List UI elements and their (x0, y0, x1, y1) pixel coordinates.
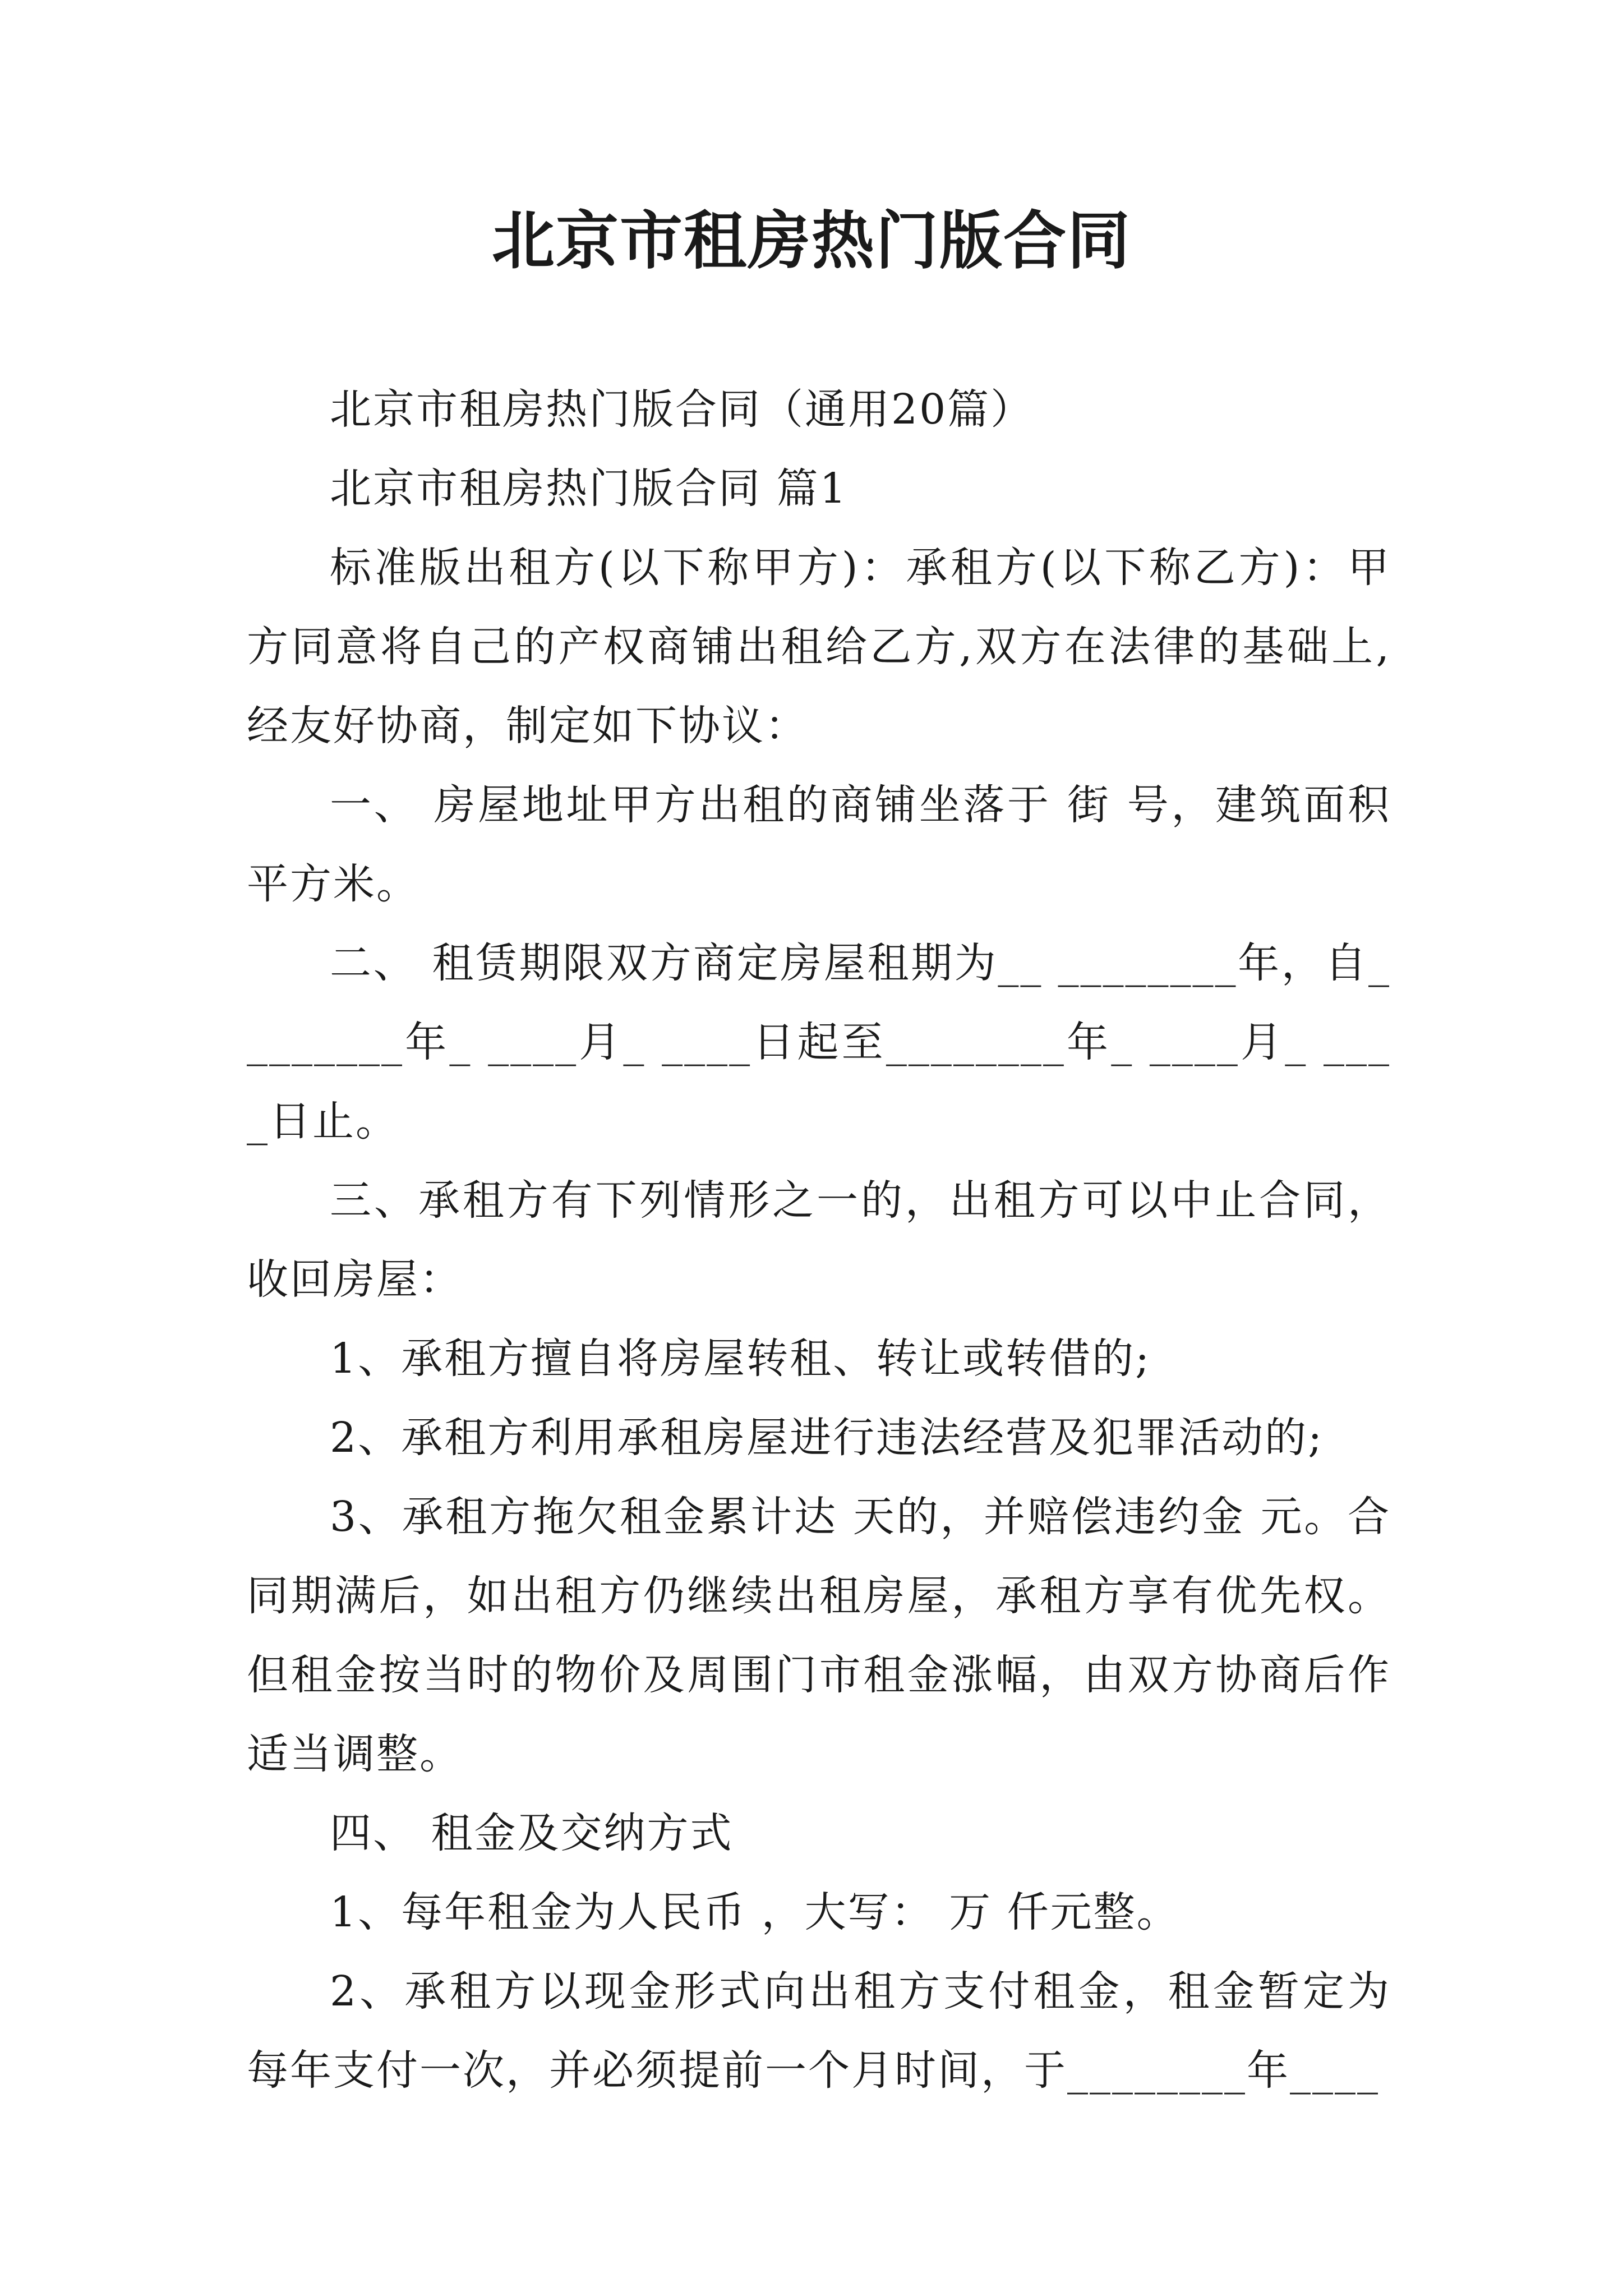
paragraph-clause-1-address: 一、 房屋地址甲方出租的商铺坐落于 街 号，建筑面积 平方米。 (247, 781, 1391, 908)
paragraph-clause-3-item-1: 1、承租方擅自将房屋转租、转让或转借的; (330, 1335, 1151, 1383)
paragraph-clause-4-item-1: 1、每年租金为人民币 ，大写： 万 仟元整。 (330, 1888, 1180, 1936)
document-body (247, 370, 1391, 2110)
paragraph-clause-2-term: 二、 租赁期限双方商定房屋租期为__ ________年，自________年_ ____月_ ____日起至________年_ ____月_ ____日止。 (247, 939, 1391, 1145)
paragraph-clause-3-termination: 三、承租方有下列情形之一的，出租方可以中止合同，收回房屋： (247, 1176, 1391, 1304)
paragraph-clause-3-item-2: 2、承租方利用承租房屋进行违法经营及犯罪活动的; (330, 1414, 1324, 1462)
paragraph-clause-3-item-3: 3、承租方拖欠租金累计达 天的，并赔偿违约金 元。合同期满后，如出租方仍继续出租房屋，承租方享有优先权。但租金按当时的物价及周围门市租金涨幅，由双方协商后作适当调整。 (247, 1493, 1391, 1778)
paragraph-parties: 标准版出租方(以下称甲方)：承租方(以下称乙方)：甲方同意将自己的产权商铺出租给乙方,双方在法律的基础上,经友好协商，制定如下协议： (247, 544, 1391, 750)
paragraph-section-heading: 北京市租房热门版合同 篇1 (330, 464, 848, 513)
document-title: 北京市租房热门版合同 (492, 204, 1131, 278)
paragraph-clause-4-rent: 四、 租金及交纳方式 (330, 1809, 734, 1857)
paragraph-clause-4-item-2: 2、承租方以现金形式向出租方支付租金，租金暂定为每年支付一次，并必须提前一个月时间，于________年____ (247, 1967, 1391, 2095)
paragraph-subtitle: 北京市租房热门版合同（通用20篇） (330, 385, 1034, 434)
